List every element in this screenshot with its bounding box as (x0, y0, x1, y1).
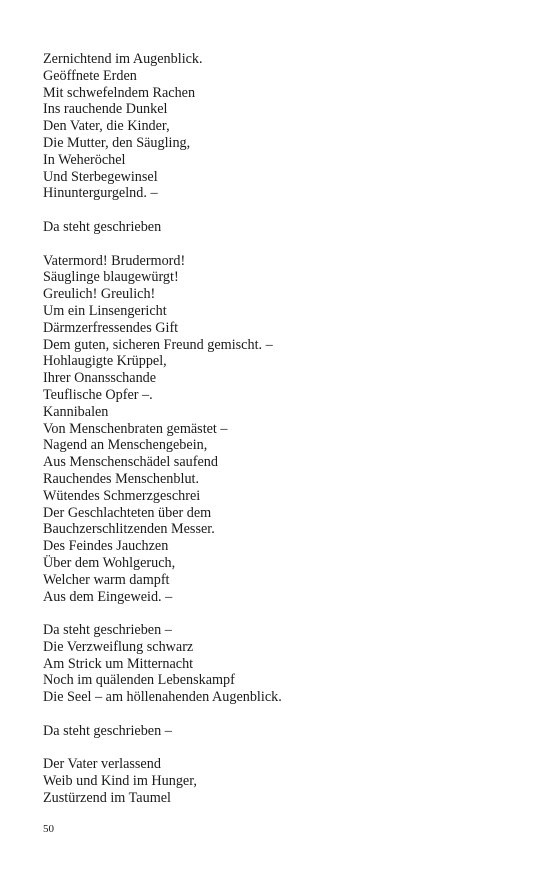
poem-line: Vatermord! Brudermord! (43, 252, 186, 269)
poem-line: Da steht geschrieben (43, 218, 162, 235)
poem-text (43, 51, 523, 824)
poem-line: Mit schwefelndem Rachen (43, 84, 196, 101)
poem-line: Ins rauchende Dunkel (43, 101, 168, 118)
poem-line: Bauchzerschlitzenden Messer. (43, 521, 215, 538)
page-number: 50 (43, 823, 54, 835)
poem-line: Kannibalen (43, 403, 109, 420)
poem-line: Da steht geschrieben – (43, 722, 172, 739)
poem-line: Die Verzweiflung schwarz (43, 638, 194, 655)
poem-line: Zustürzend im Taumel (43, 790, 171, 807)
stanza-2 (43, 219, 523, 236)
poem-line: Von Menschenbraten gemästet – (43, 420, 228, 437)
poem-line: Aus Menschenschädel saufend (43, 454, 218, 471)
poem-line: Säuglinge blaugewürgt! (43, 269, 179, 286)
poem-line: Den Vater, die Kinder, (43, 118, 170, 135)
poem-line: Hohlaugigte Krüppel, (43, 353, 167, 370)
poem-line: Die Seel – am höllenahenden Augenblick. (43, 689, 282, 706)
stanza-3 (43, 253, 523, 606)
poem-line: Zernichtend im Augenblick. (43, 51, 203, 67)
stanza-1 (43, 51, 523, 202)
poem-line: Noch im quälenden Lebenskampf (43, 672, 235, 689)
poem-line: Über dem Wohlgeruch, (43, 554, 176, 571)
poem-line: Die Mutter, den Säugling, (43, 134, 191, 151)
poem-line: Rauchendes Menschenblut. (43, 470, 200, 487)
poem-line: Der Geschlachteten über dem (43, 504, 212, 521)
poem-line: Dem guten, sicheren Freund gemischt. – (43, 336, 273, 353)
poem-line: Der Vater verlassend (43, 756, 161, 773)
poem-line: Des Feindes Jauchzen (43, 538, 169, 555)
poem-line: Am Strick um Mitternacht (43, 655, 194, 672)
poem-line: Teuflische Opfer –. (43, 386, 153, 403)
poem-line: Greulich! Greulich! (43, 286, 156, 303)
stanza-5 (43, 723, 523, 740)
poem-line: Nagend an Menschengebein, (43, 437, 208, 454)
stanza-6 (43, 756, 523, 806)
poem-line: Därmzerfressendes Gift (43, 319, 179, 336)
poem-line: Weib und Kind im Hunger, (43, 773, 197, 790)
poem-line: Wütendes Schmerzgeschrei (43, 487, 201, 504)
poem-line: Hinuntergurgelnd. – (43, 185, 158, 202)
poem-line: Um ein Linsengericht (43, 302, 167, 319)
poem-line: Ihrer Onansschande (43, 370, 157, 387)
poem-line: Und Sterbegewinsel (43, 168, 158, 185)
poem-line: Geöffnete Erden (43, 67, 137, 84)
stanza-4 (43, 622, 523, 706)
poem-line: Da steht geschrieben – (43, 622, 172, 639)
poem-line: Aus dem Eingeweid. – (43, 588, 173, 605)
poem-line: In Weheröchel (43, 151, 126, 168)
poem-line: Welcher warm dampft (43, 571, 170, 588)
